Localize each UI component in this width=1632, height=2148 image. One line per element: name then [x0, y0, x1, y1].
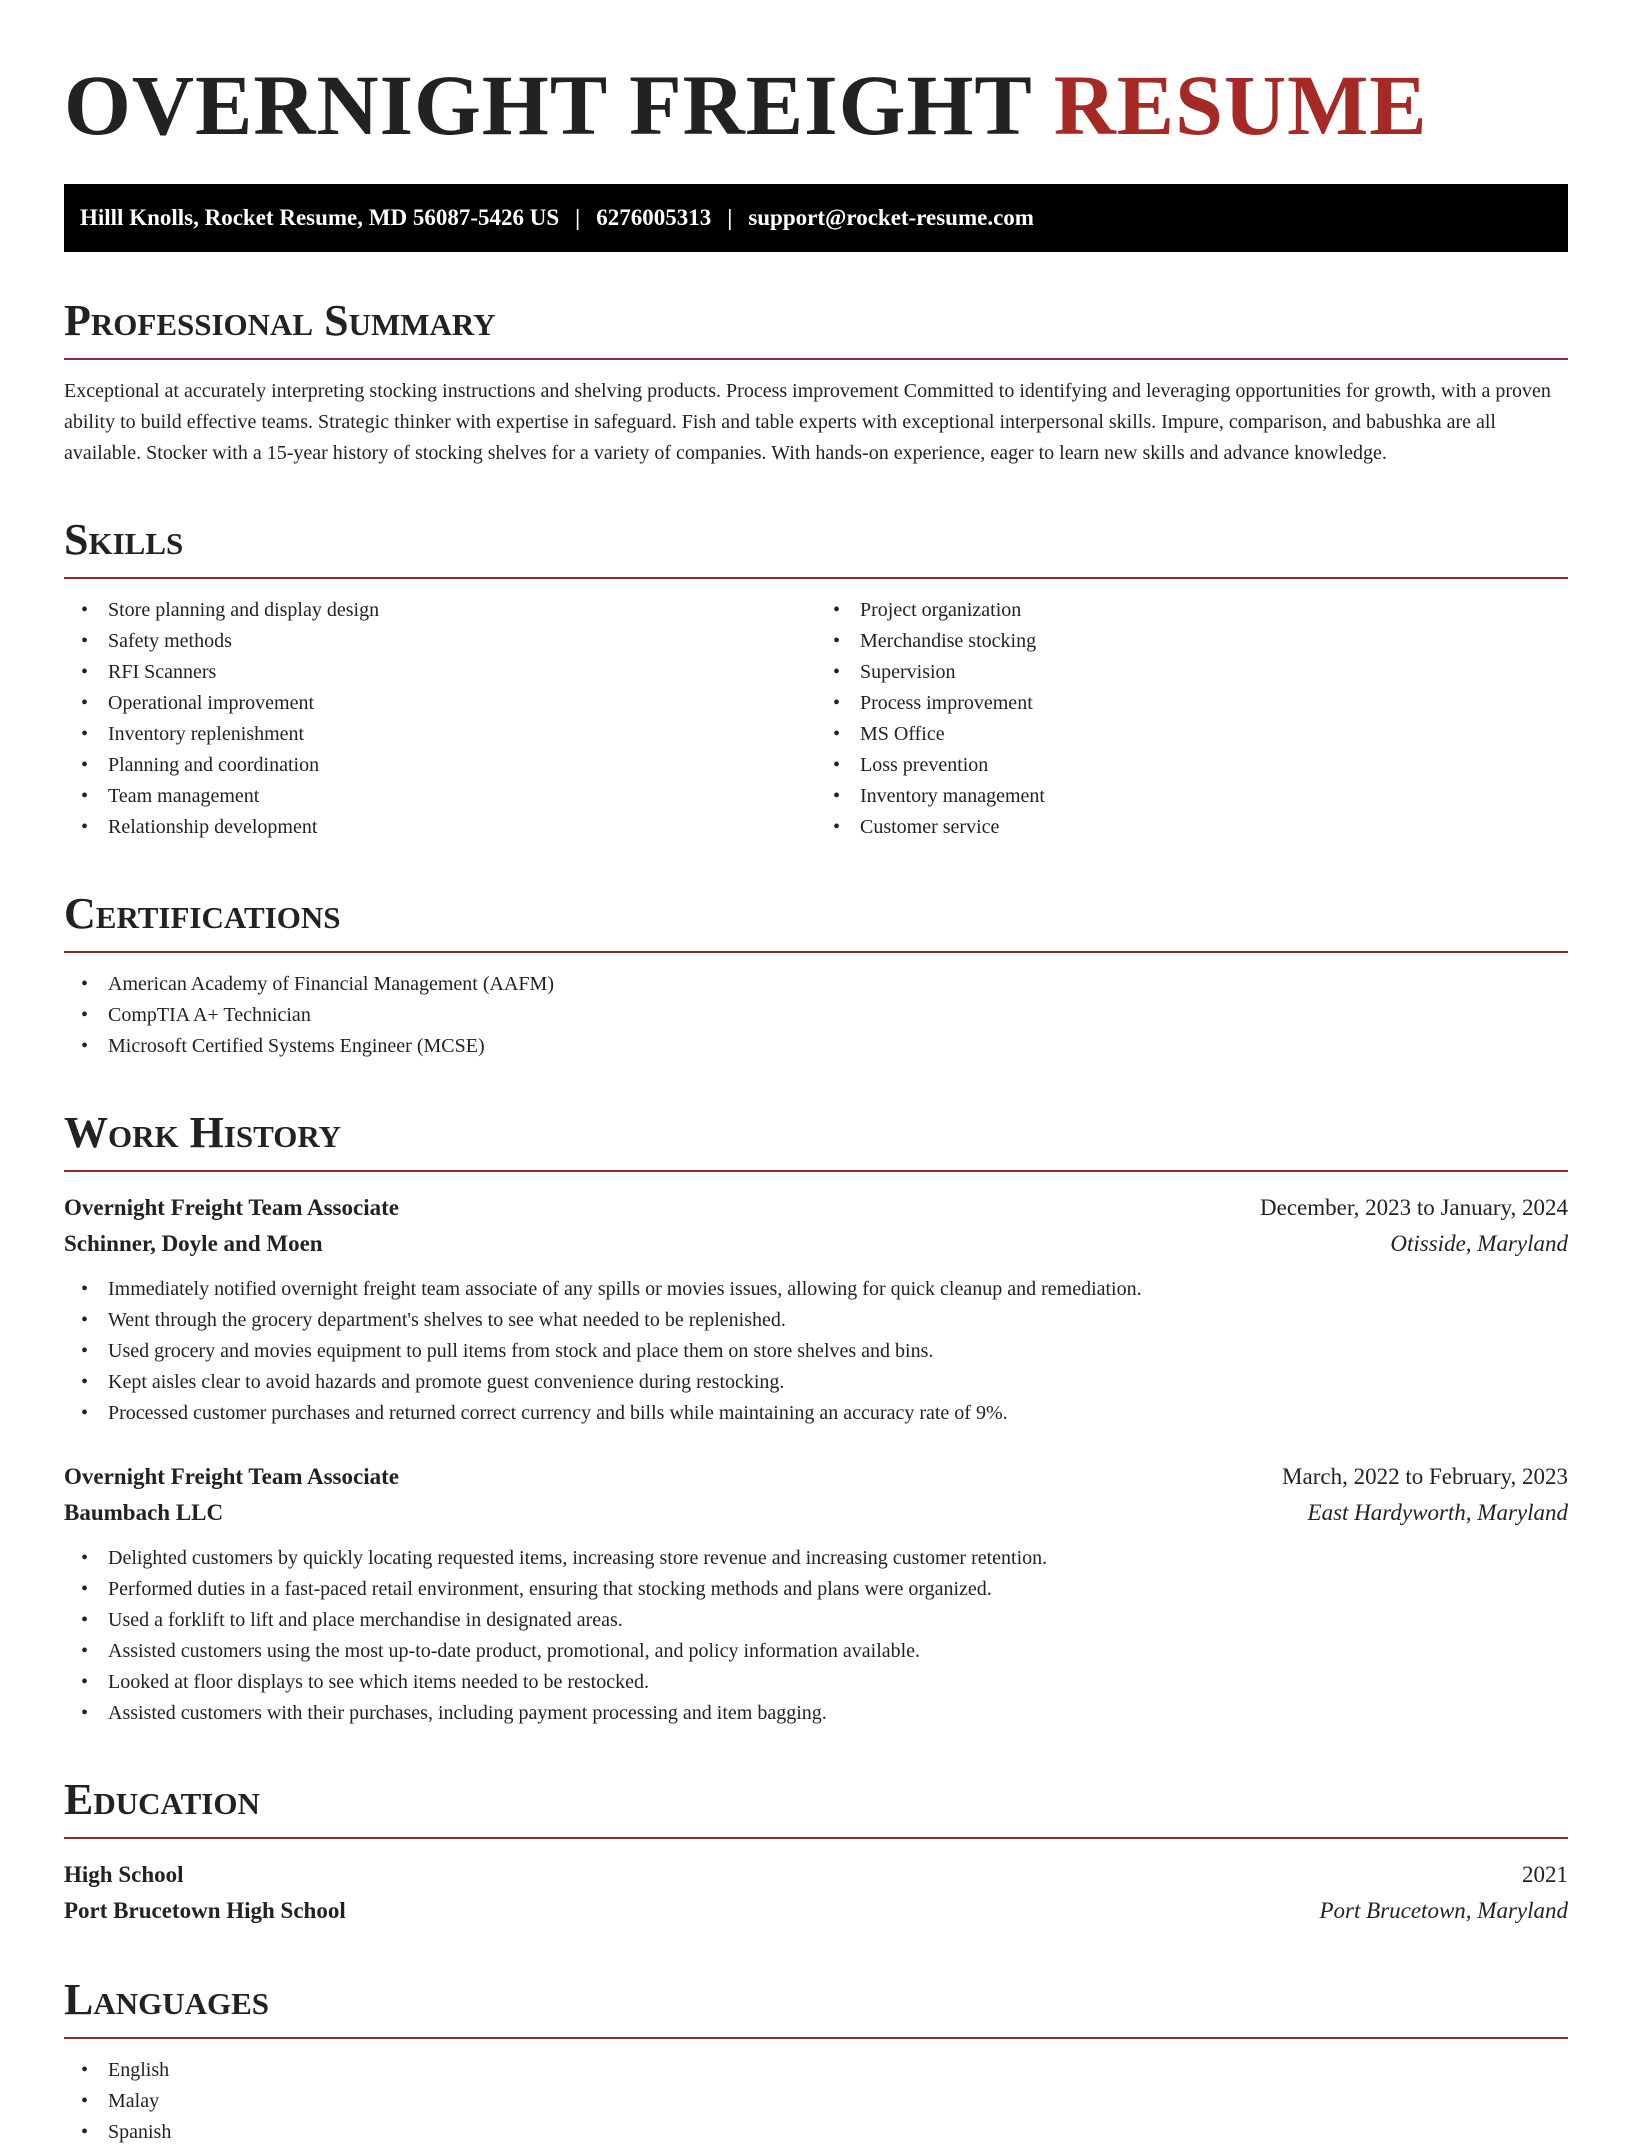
job-duty: • Used a forklift to lift and place merchandise in designated areas.	[108, 1605, 1568, 1636]
language-item: • Malay	[108, 2086, 1568, 2117]
job-duties	[64, 1543, 1568, 1729]
work-history-section	[64, 1108, 1568, 1729]
skill-item: • Project organization	[860, 595, 1568, 626]
education-section	[64, 1775, 1568, 1929]
title-main: OVERNIGHT FREIGHT	[64, 57, 1032, 153]
job-dates: March, 2022 to February, 2023	[1282, 1464, 1568, 1489]
skill-item: • Planning and coordination	[108, 750, 816, 781]
contact-address: Hilll Knolls, Rocket Resume, MD 56087-5426 US	[80, 205, 560, 230]
skill-item: • MS Office	[860, 719, 1568, 750]
work-history-heading: Work History	[64, 1108, 1568, 1172]
certification-item: • American Academy of Financial Management (AAFM)	[108, 969, 1568, 1000]
summary-text: Exceptional at accurately interpreting stocking instructions and shelving products. Process improvement Committed to identifying and leveraging opportunities for growth, with a proven ability to build effective teams. Strategic thinker with expertise in safeguard. Fish and table experts with exceptional interpersonal skills. Impure, comparison, and babushka are all available. Stocker with a 15-year history of stocking shelves for a variety of companies. With hands-on experience, eager to learn new skills and advance knowledge.	[64, 380, 1551, 464]
job-duty: • Immediately notified overnight freight team associate of any spills or movies issues, allowing for quick cleanup and remediation.	[108, 1274, 1568, 1305]
skills-list-left	[64, 595, 816, 843]
resume-title	[64, 57, 1568, 153]
job-company: Schinner, Doyle and Moen	[64, 1231, 323, 1256]
skill-item: • Merchandise stocking	[860, 626, 1568, 657]
certifications-section	[64, 889, 1568, 1062]
certifications-list	[64, 969, 1568, 1062]
languages-heading: Languages	[64, 1975, 1568, 2039]
education-school: Port Brucetown High School	[64, 1898, 346, 1923]
languages-list	[64, 2055, 1568, 2148]
job-duty: • Went through the grocery department's shelves to see what needed to be replenished.	[108, 1305, 1568, 1336]
job-duty: • Processed customer purchases and returned correct currency and bills while maintaining an accuracy rate of 9%.	[108, 1398, 1568, 1429]
languages-section	[64, 1975, 1568, 2148]
skill-item: • Supervision	[860, 657, 1568, 688]
skill-item: • Inventory management	[860, 781, 1568, 812]
title-accent: RESUME	[1053, 57, 1428, 153]
education-entry	[64, 1857, 1568, 1929]
job-company: Baumbach LLC	[64, 1500, 224, 1525]
skill-item: • Store planning and display design	[108, 595, 816, 626]
language-item: • Spanish	[108, 2117, 1568, 2148]
job-title: Overnight Freight Team Associate	[64, 1195, 399, 1220]
certifications-heading: Certifications	[64, 889, 1568, 953]
job-title: Overnight Freight Team Associate	[64, 1464, 399, 1489]
language-item: • English	[108, 2055, 1568, 2086]
job-duty: • Assisted customers using the most up-to-date product, promotional, and policy information available.	[108, 1636, 1568, 1667]
skill-item: • Customer service	[860, 812, 1568, 843]
skill-item: • Operational improvement	[108, 688, 816, 719]
education-degree: High School	[64, 1862, 184, 1887]
job-duties	[64, 1274, 1568, 1429]
job-entry	[64, 1190, 1568, 1429]
job-location: Otisside, Maryland	[1390, 1231, 1568, 1256]
contact-separator: |	[727, 205, 733, 230]
job-dates: December, 2023 to January, 2024	[1260, 1195, 1568, 1220]
skill-item: • Process improvement	[860, 688, 1568, 719]
job-duty: • Kept aisles clear to avoid hazards and promote guest convenience during restocking.	[108, 1367, 1568, 1398]
contact-separator: |	[575, 205, 581, 230]
skill-item: • Loss prevention	[860, 750, 1568, 781]
skill-item: • Relationship development	[108, 812, 816, 843]
summary-section	[64, 296, 1568, 469]
skills-section	[64, 515, 1568, 843]
contact-email: support@rocket-resume.com	[748, 205, 1034, 230]
certification-item: • CompTIA A+ Technician	[108, 1000, 1568, 1031]
job-entry	[64, 1459, 1568, 1729]
skills-list-right	[816, 595, 1568, 843]
job-duty: • Looked at floor displays to see which items needed to be restocked.	[108, 1667, 1568, 1698]
education-heading: Education	[64, 1775, 1568, 1839]
job-duty: • Delighted customers by quickly locating requested items, increasing store revenue and increasing customer retention.	[108, 1543, 1568, 1574]
job-duty: • Used grocery and movies equipment to pull items from stock and place them on store shelves and bins.	[108, 1336, 1568, 1367]
skill-item: • Inventory replenishment	[108, 719, 816, 750]
contact-phone: 6276005313	[596, 205, 712, 230]
contact-bar	[64, 184, 1568, 252]
job-duty: • Assisted customers with their purchases, including payment processing and item bagging.	[108, 1698, 1568, 1729]
certification-item: • Microsoft Certified Systems Engineer (MCSE)	[108, 1031, 1568, 1062]
summary-heading: Professional Summary	[64, 296, 1568, 360]
job-location: East Hardyworth, Maryland	[1307, 1500, 1568, 1525]
skill-item: • Team management	[108, 781, 816, 812]
education-year: 2021	[1522, 1862, 1568, 1887]
skills-heading: Skills	[64, 515, 1568, 579]
education-location: Port Brucetown, Maryland	[1319, 1898, 1568, 1923]
skill-item: • RFI Scanners	[108, 657, 816, 688]
skills-grid	[64, 579, 1568, 843]
job-duty: • Performed duties in a fast-paced retail environment, ensuring that stocking methods and plans were organized.	[108, 1574, 1568, 1605]
skill-item: • Safety methods	[108, 626, 816, 657]
